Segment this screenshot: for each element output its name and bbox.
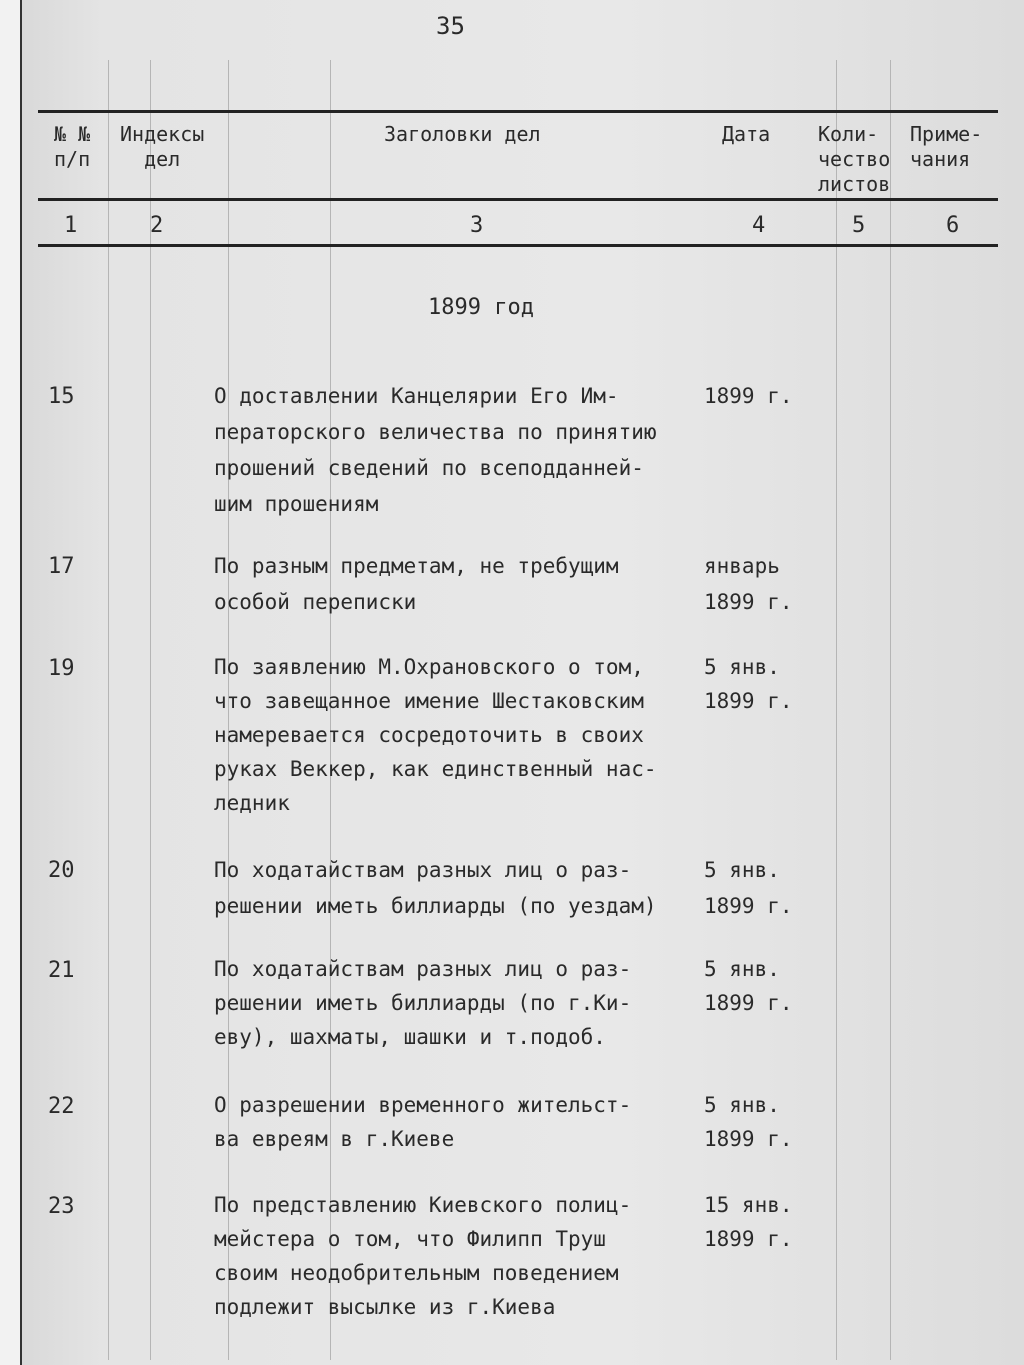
column-number-6: 6: [946, 213, 960, 238]
entry-title: О доставлении Канцелярии Его Им- ператорского величества по принятию прошений сведений по всеподданней- шим прошениям: [214, 384, 657, 516]
entry-number: 21: [48, 958, 75, 983]
column-number-2: 2: [150, 213, 164, 238]
column-line: [150, 60, 151, 1360]
year-heading: 1899 год: [428, 295, 534, 320]
entry-title: О разрешении временного жительст- ва евреям в г.Киеве: [214, 1093, 632, 1151]
header-col-date: Дата: [722, 122, 771, 146]
entry-date: 5 янв. 1899 г.: [704, 655, 793, 713]
header-rule-mid: [38, 198, 998, 201]
column-number-1: 1: [64, 213, 78, 238]
column-number-5: 5: [852, 213, 866, 238]
header-rule-bottom: [38, 244, 998, 247]
entry-number: 17: [48, 554, 75, 579]
entry-title: По разным предметам, не требущим особой переписки: [214, 554, 619, 614]
entry-title: По ходатайствам разных лиц о раз- решении иметь биллиарды (по уездам): [214, 858, 657, 918]
column-line: [108, 60, 109, 1360]
header-col-notes: Приме- чания: [910, 122, 983, 171]
column-number-4: 4: [752, 213, 766, 238]
header-col-number: № № п/п: [54, 122, 91, 171]
column-line: [890, 60, 891, 1360]
column-number-3: 3: [470, 213, 484, 238]
header-col-title: Заголовки дел: [384, 122, 541, 146]
header-col-sheets: Коли- чество листов: [818, 122, 891, 196]
entry-title: По ходатайствам разных лиц о раз- решении иметь биллиарды (по г.Ки- еву), шахматы, шашки и т.подоб.: [214, 957, 632, 1049]
entry-title: По заявлению М.Охрановского о том, что завещанное имение Шестаковским намеревается сосредоточить в своих руках Веккер, как единственный нас- ледник: [214, 655, 657, 815]
entry-number: 20: [48, 858, 75, 883]
entry-date: январь 1899 г.: [704, 554, 793, 614]
header-col-index: Индексы дел: [120, 122, 205, 171]
entry-date: 5 янв. 1899 г.: [704, 1093, 793, 1151]
page-number: 35: [436, 12, 465, 40]
entry-number: 23: [48, 1194, 75, 1219]
entry-date: 5 янв. 1899 г.: [704, 858, 793, 918]
entry-date: 1899 г.: [704, 384, 793, 408]
entry-date: 15 янв. 1899 г.: [704, 1193, 793, 1251]
entry-number: 22: [48, 1094, 75, 1119]
header-rule-top: [38, 110, 998, 113]
entry-number: 15: [48, 384, 75, 409]
entry-title: По представлению Киевского полиц- мейстера о том, что Филипп Труш своим неодобрительным поведением подлежит высылке из г.Киева: [214, 1193, 632, 1319]
column-line: [836, 60, 837, 1360]
entry-date: 5 янв. 1899 г.: [704, 957, 793, 1015]
binding-edge: [0, 0, 22, 1365]
entry-number: 19: [48, 656, 75, 681]
